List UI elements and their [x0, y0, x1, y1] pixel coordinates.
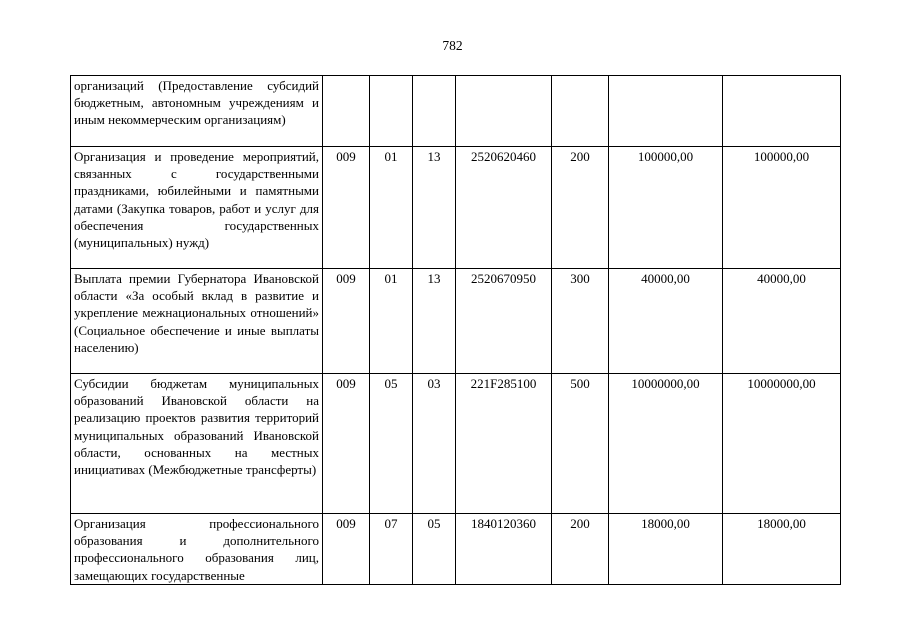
ministry-code: 009 [323, 269, 370, 374]
target-article-code: 2520620460 [456, 147, 552, 269]
amount-year-1: 10000000,00 [609, 374, 723, 514]
subsection-code: 03 [413, 374, 456, 514]
row-description: Субсидии бюджетам муниципальных образований Ивановской области на реализацию проектов развития территорий муниципальных образований Ивановской области, основанных на местных инициативах (Межбюджетные трансферты) [71, 374, 323, 514]
expense-type-code [552, 76, 609, 147]
row-description: Организация профессионального образования и дополнительного профессионального образования лиц, замещающих государственные [71, 514, 323, 585]
amount-year-2 [723, 76, 841, 147]
ministry-code: 009 [323, 374, 370, 514]
subsection-code: 13 [413, 269, 456, 374]
table-row [71, 374, 841, 514]
budget-table [70, 75, 841, 585]
expense-type-code: 300 [552, 269, 609, 374]
ministry-code [323, 76, 370, 147]
row-description: Выплата премии Губернатора Ивановской области «За особый вклад в развитие и укрепление межнациональных отношений» (Социальное обеспечение и иные выплаты населению) [71, 269, 323, 374]
amount-year-2: 10000000,00 [723, 374, 841, 514]
amount-year-1: 18000,00 [609, 514, 723, 585]
section-code: 01 [370, 269, 413, 374]
subsection-code: 13 [413, 147, 456, 269]
target-article-code: 2520670950 [456, 269, 552, 374]
subsection-code: 05 [413, 514, 456, 585]
target-article-code: 221F285100 [456, 374, 552, 514]
table-row [71, 147, 841, 269]
amount-year-2: 18000,00 [723, 514, 841, 585]
section-code: 05 [370, 374, 413, 514]
table-row [71, 514, 841, 585]
ministry-code: 009 [323, 147, 370, 269]
amount-year-1: 100000,00 [609, 147, 723, 269]
amount-year-1: 40000,00 [609, 269, 723, 374]
section-code: 07 [370, 514, 413, 585]
amount-year-2: 100000,00 [723, 147, 841, 269]
target-article-code: 1840120360 [456, 514, 552, 585]
ministry-code: 009 [323, 514, 370, 585]
amount-year-1 [609, 76, 723, 147]
table-row [71, 76, 841, 147]
amount-year-2: 40000,00 [723, 269, 841, 374]
row-description: организаций (Предоставление субсидий бюджетным, автономным учреждениям и иным некоммерческим организациям) [71, 76, 323, 147]
section-code: 01 [370, 147, 413, 269]
page-number: 782 [442, 38, 463, 53]
expense-type-code: 200 [552, 147, 609, 269]
expense-type-code: 500 [552, 374, 609, 514]
table-row [71, 269, 841, 374]
row-description: Организация и проведение мероприятий, связанных с государственными праздниками, юбилейными и памятными датами (Закупка товаров, работ и услуг для обеспечения государственных (муниципальных) нужд) [71, 147, 323, 269]
subsection-code [413, 76, 456, 147]
section-code [370, 76, 413, 147]
target-article-code [456, 76, 552, 147]
expense-type-code: 200 [552, 514, 609, 585]
